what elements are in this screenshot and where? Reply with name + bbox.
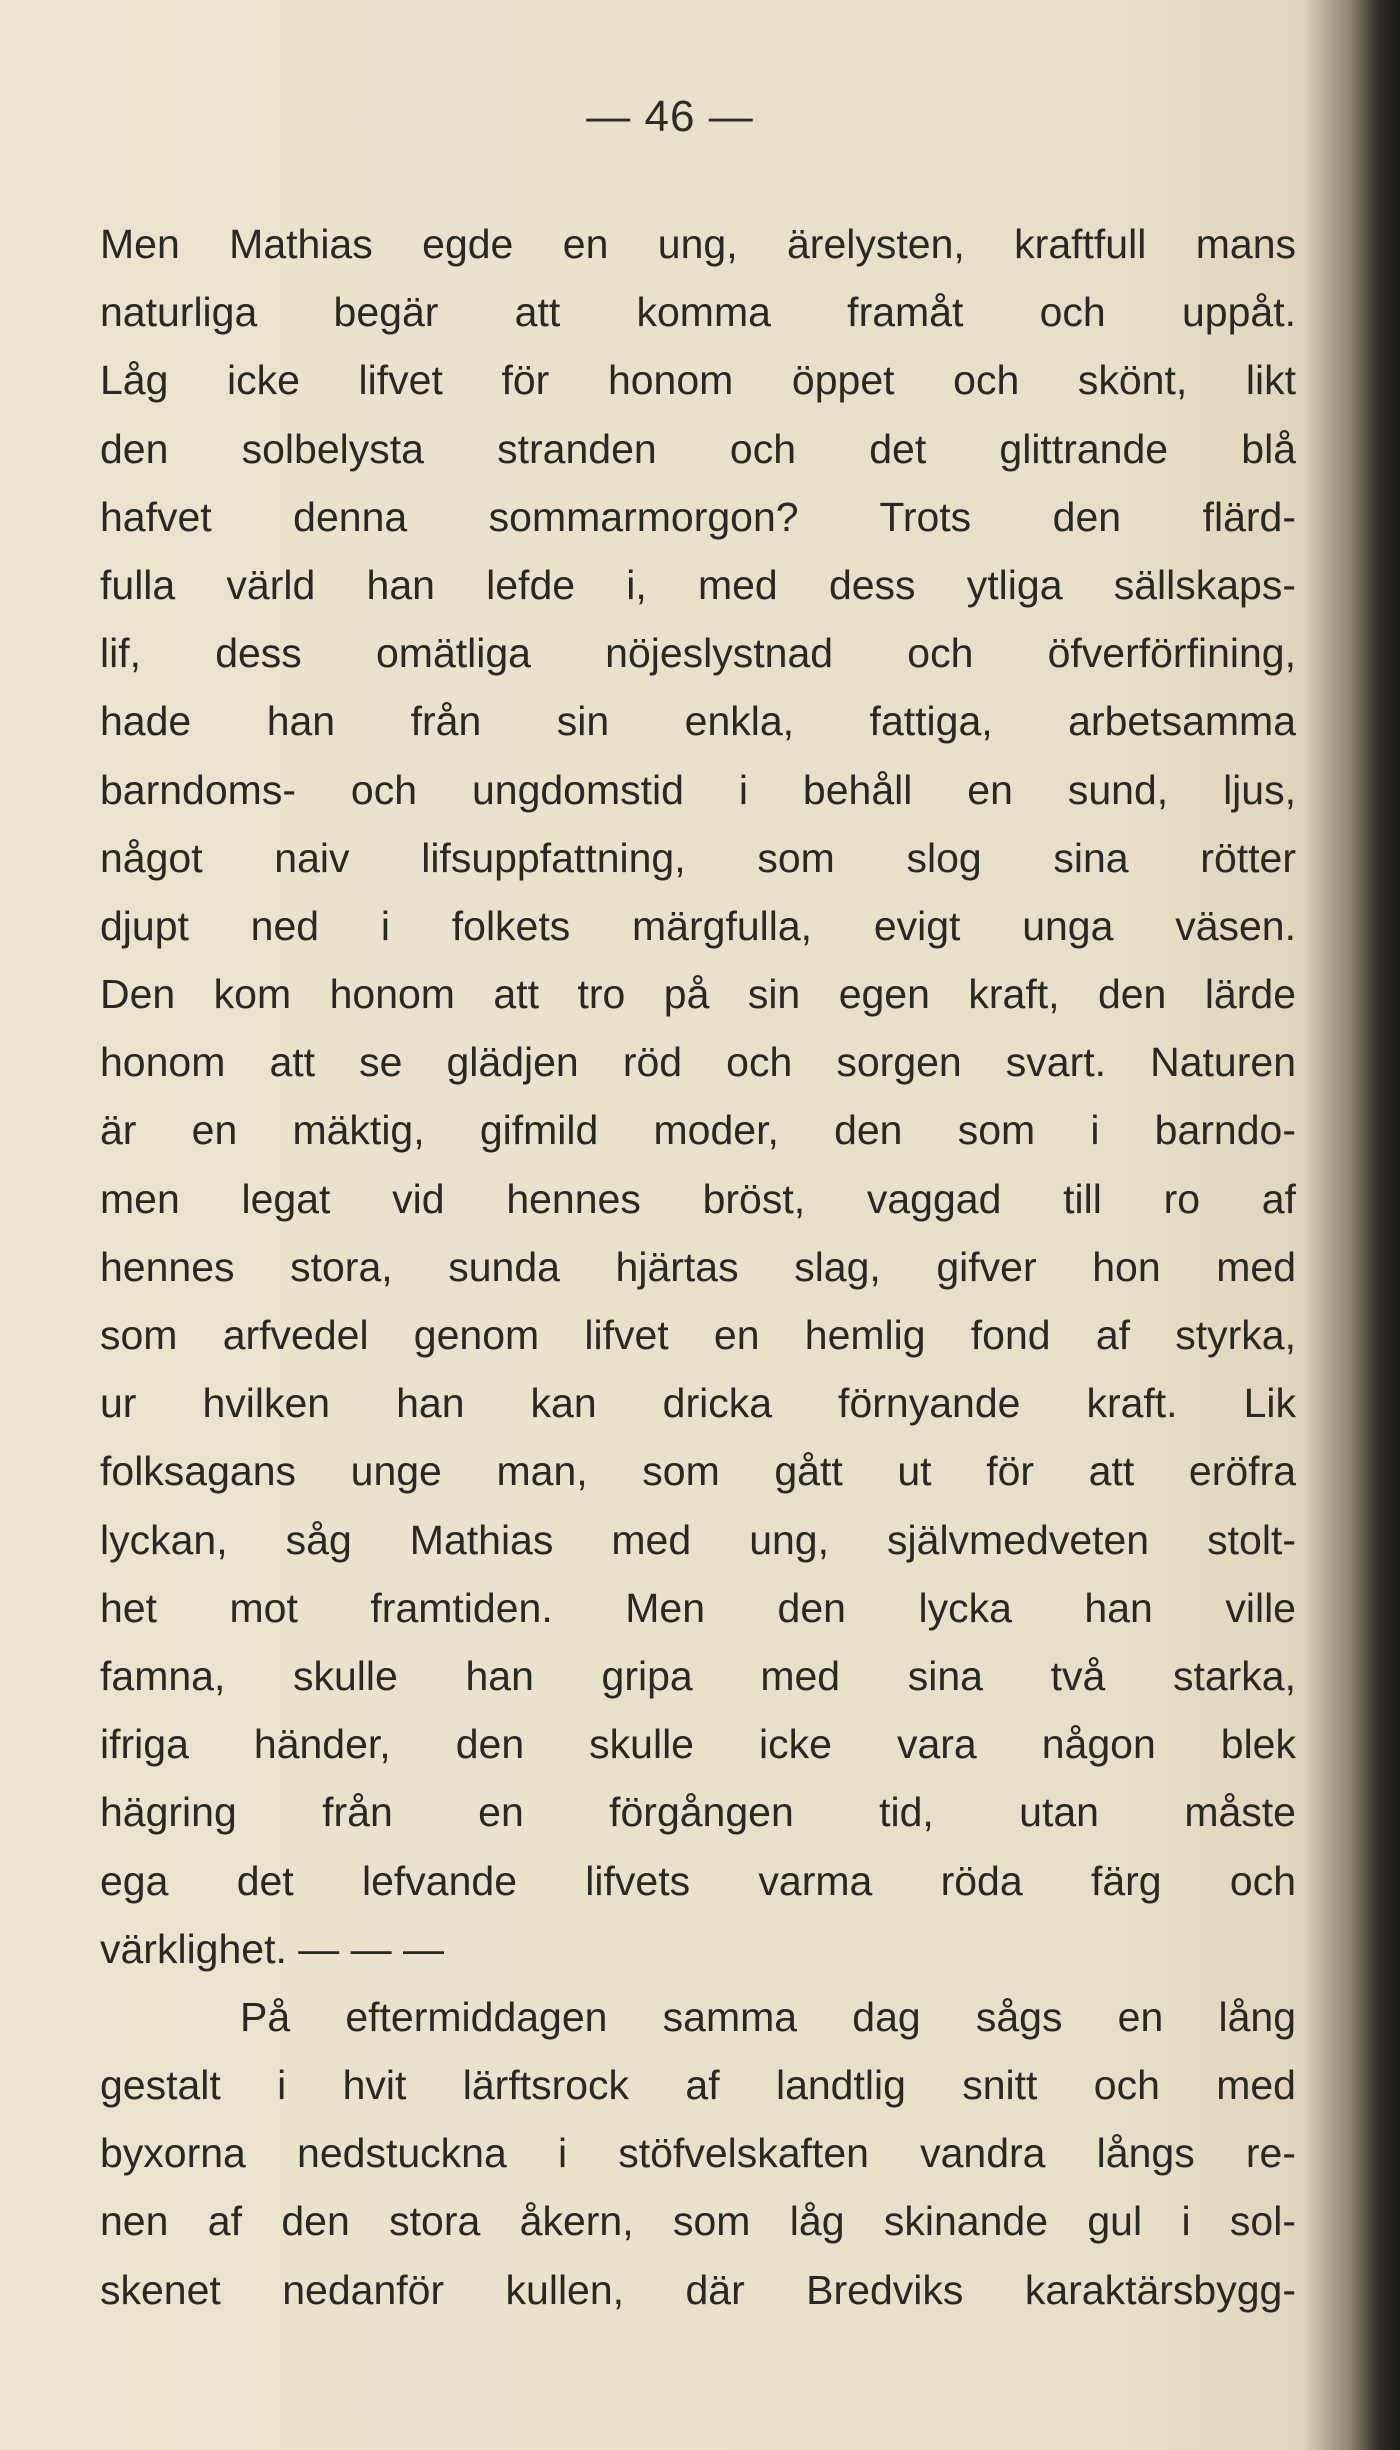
text-line: Den kom honom att tro på sin egen kraft, den lärde <box>100 971 1296 1018</box>
text-line: lif, dess omätliga nöjeslystnad och öfverförfining, <box>100 630 1296 677</box>
text-line: djupt ned i folkets märgfulla, evigt unga väsen. <box>100 902 1296 949</box>
text-line-paragraph-end: värklighet. — — — <box>100 1925 445 1972</box>
text-line: hafvet denna sommarmorgon? Trots den flärd- <box>100 493 1296 540</box>
text-line: som arfvedel genom lifvet en hemlig fond af styrka, <box>100 1312 1296 1358</box>
text-line: honom att se glädjen röd och sorgen svart. Naturen <box>100 1039 1296 1086</box>
text-line: skenet nedanför kullen, där Bredviks karaktärsbygg- <box>100 2266 1296 2313</box>
text-line: famna, skulle han gripa med sina två starka, <box>100 1652 1296 1699</box>
text-line: byxorna nedstuckna i stöfvelskaften vandra långs re- <box>100 2130 1296 2177</box>
text-line-paragraph-start: På eftermiddagen samma dag sågs en lång <box>240 1993 1296 2040</box>
text-line: ur hvilken han kan dricka förnyande kraft. Lik <box>100 1380 1296 1427</box>
text-line: hade han från sin enkla, fattiga, arbetsamma <box>100 698 1296 745</box>
text-line: het mot framtiden. Men den lycka han ville <box>100 1584 1296 1631</box>
text-line: är en mäktig, gifmild moder, den som i barndo- <box>100 1107 1296 1154</box>
text-line: Men Mathias egde en ung, ärelysten, kraftfull mans <box>100 221 1296 267</box>
text-line: barndoms- och ungdomstid i behåll en sund, ljus, <box>100 766 1296 813</box>
text-line: Låg icke lifvet för honom öppet och skönt, likt <box>100 357 1296 404</box>
text-line: hägring från en förgången tid, utan måste <box>100 1789 1296 1836</box>
text-line: fulla värld han lefde i, med dess ytliga sällskaps- <box>100 561 1296 608</box>
text-line: gestalt i hvit lärftsrock af landtlig snitt och med <box>100 2062 1296 2109</box>
text-line: den solbelysta stranden och det glittrande blå <box>100 425 1296 472</box>
text-line: nen af den stora åkern, som låg skinande gul i sol- <box>100 2198 1296 2245</box>
text-line: ifriga händer, den skulle icke vara någon blek <box>100 1721 1296 1768</box>
text-line: ega det lefvande lifvets varma röda färg och <box>100 1857 1296 1904</box>
text-line: men legat vid hennes bröst, vaggad till ro af <box>100 1175 1296 1222</box>
text-line: något naiv lifsuppfattning, som slog sina rötter <box>100 834 1296 881</box>
page-number: — 46 — <box>586 92 754 141</box>
text-line: hennes stora, sunda hjärtas slag, gifver hon med <box>100 1243 1296 1290</box>
body-text <box>100 210 1296 2324</box>
text-line: lyckan, såg Mathias med ung, självmedveten stolt- <box>100 1516 1296 1563</box>
text-line: folksagans unge man, som gått ut för att eröfra <box>100 1448 1296 1495</box>
text-line: naturliga begär att komma framåt och uppåt. <box>100 289 1296 336</box>
